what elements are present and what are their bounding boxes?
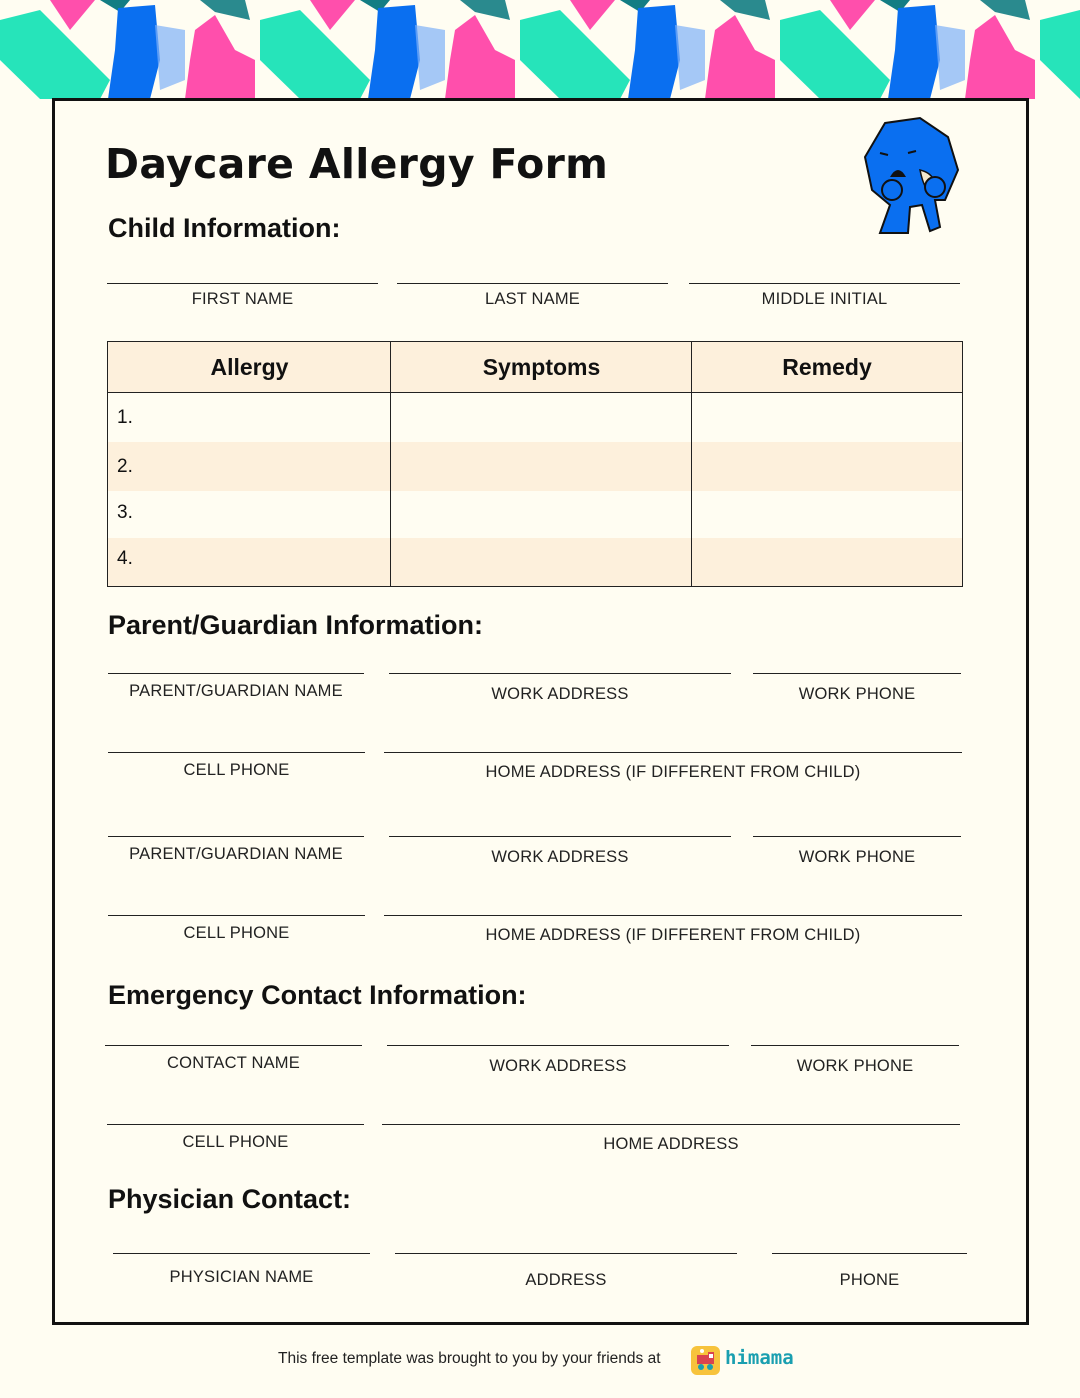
contact-name-label: CONTACT NAME <box>167 1054 300 1072</box>
column-header-allergy: Allergy <box>108 342 391 393</box>
parent2-work-phone-label: WORK PHONE <box>798 848 916 866</box>
page-title: Daycare Allergy Form <box>105 140 609 188</box>
physician-address-label: ADDRESS <box>525 1271 607 1289</box>
allergy-table <box>107 341 963 587</box>
parent2-home-address-label: HOME ADDRESS (IF DIFFERENT FROM CHILD) <box>485 926 861 944</box>
parent1-home-address-label: HOME ADDRESS (IF DIFFERENT FROM CHILD) <box>485 763 861 781</box>
contact-home-address-label: HOME ADDRESS <box>603 1135 739 1153</box>
parent1-cell-phone-label: CELL PHONE <box>183 761 290 779</box>
parent2-cell-phone-label: CELL PHONE <box>183 924 290 942</box>
column-divider <box>390 342 391 586</box>
physician-phone-label: PHONE <box>839 1271 900 1289</box>
paint-stroke-pattern <box>0 0 1080 99</box>
physician-name-label: PHYSICIAN NAME <box>169 1268 314 1286</box>
contact-work-address-label: WORK ADDRESS <box>489 1057 627 1075</box>
row-number: 2. <box>117 456 133 477</box>
train-logo-icon[interactable] <box>691 1346 720 1375</box>
section-heading-emergency: Emergency Contact Information: <box>108 980 527 1010</box>
parent1-work-address-label: WORK ADDRESS <box>491 685 629 703</box>
section-heading-child: Child Information: <box>108 213 341 243</box>
section-heading-parent: Parent/Guardian Information: <box>108 610 484 640</box>
last-name-label: LAST NAME <box>484 290 581 308</box>
contact-work-phone-label: WORK PHONE <box>796 1057 914 1075</box>
column-header-symptoms: Symptoms <box>391 342 692 393</box>
row-number: 1. <box>117 407 133 428</box>
parent2-name-label: PARENT/GUARDIAN NAME <box>129 845 343 863</box>
table-row[interactable] <box>108 442 962 491</box>
parent1-name-label: PARENT/GUARDIAN NAME <box>129 682 343 700</box>
table-row[interactable] <box>108 538 962 586</box>
row-number: 4. <box>117 548 133 569</box>
table-row[interactable] <box>108 393 962 442</box>
first-name-label: FIRST NAME <box>191 290 294 308</box>
column-divider <box>691 342 692 586</box>
parent2-work-address-label: WORK ADDRESS <box>491 848 629 866</box>
decorative-banner <box>0 0 1080 99</box>
table-row[interactable] <box>108 491 962 538</box>
section-heading-physician: Physician Contact: <box>108 1184 352 1214</box>
parent1-work-phone-label: WORK PHONE <box>798 685 916 703</box>
contact-cell-phone-label: CELL PHONE <box>182 1133 289 1151</box>
middle-initial-label: MIDDLE INITIAL <box>761 290 888 308</box>
himama-brand-link[interactable]: himama <box>725 1347 794 1369</box>
column-header-remedy: Remedy <box>692 342 962 393</box>
footer-text: This free template was brought to you by your friends at <box>278 1350 661 1367</box>
mascot-sneezing-icon <box>860 115 970 240</box>
row-number: 3. <box>117 502 133 523</box>
